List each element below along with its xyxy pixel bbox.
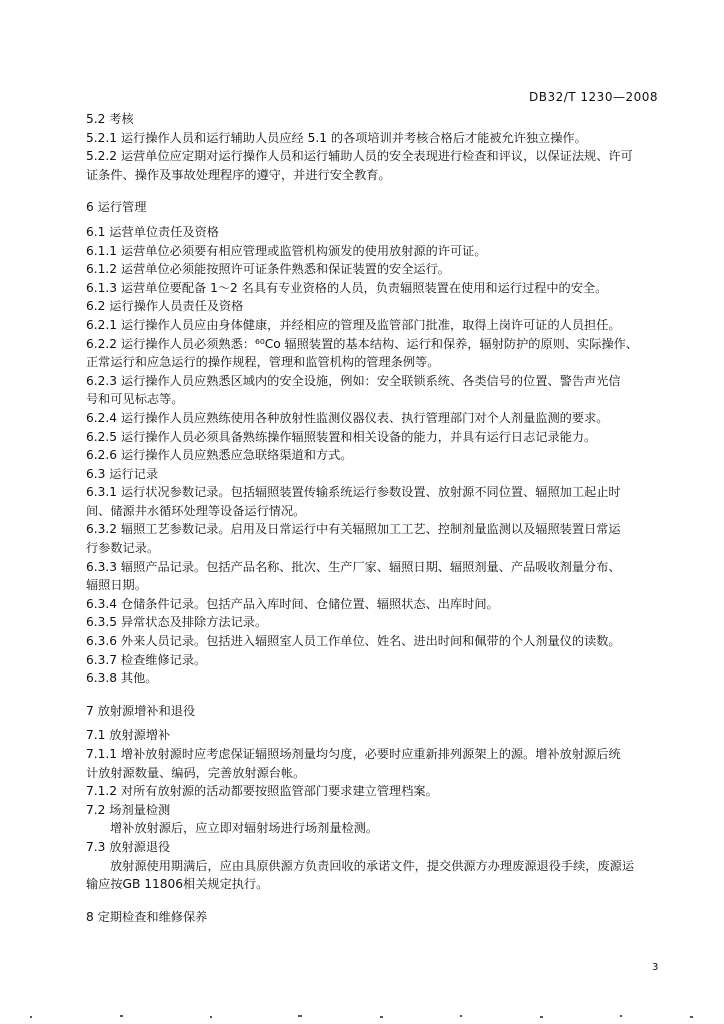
text-line: 行参数记录。 [86, 541, 160, 556]
section-heading: 6 运行管理 [86, 200, 147, 215]
text-line: 输应按GB 11806相关规定执行。 [86, 877, 269, 892]
text-line: 6.2.3 运行操作人员应熟悉区域内的安全设施，例如：安全联锁系统、各类信号的位置、警告声光信 [86, 373, 621, 388]
text-line: 6.3.4 仓储条件记录。包括产品入库时间、仓储位置、辐照状态、出库时间。 [86, 596, 499, 611]
text-line: 5.2 考核 [86, 112, 134, 126]
text-line: 6.2.5 运行操作人员必须具备熟练操作辐照装置和相关设备的能力，并具有运行日志记录能力。 [86, 429, 597, 444]
scan-noise [0, 1010, 724, 1020]
text-line: 证条件、操作及事故处理程序的遵守，并进行安全教育。 [86, 167, 391, 182]
text-line: 号和可见标志等。 [86, 392, 184, 407]
text-line: 6.3.2 辐照工艺参数记录。启用及日常运行中有关辐照加工工艺、控制剂量监测以及辐照装置日常运 [86, 522, 621, 537]
text-line: 7.3 放射源退役 [86, 839, 171, 854]
text-line: 6.3 运行记录 [86, 466, 159, 481]
text-line: 增补放射源后，应立即对辐射场进行场剂量检测。 [110, 821, 379, 836]
text-line: 6.2.2 运行操作人员必须熟悉：⁶⁰Co 辐照装置的基本结构、运行和保养，辐射防护的原则、实际操作、 [86, 336, 638, 351]
text-line: 5.2.2 运营单位应定期对运行操作人员和运行辅助人员的安全表现进行检查和评议，以保证法规、许可 [86, 149, 633, 164]
text-line: 7.2 场剂量检测 [86, 802, 171, 817]
text-line: 6.1.3 运营单位要配备 1～2 名具有专业资格的人员，负责辐照装置在使用和运行过程中的安全。 [86, 280, 608, 295]
text-line: 6.3.5 异常状态及排除方法记录。 [86, 615, 268, 630]
text-line: 6.3.6 外来人员记录。包括进入辐照室人员工作单位、姓名、进出时间和佩带的个人剂量仪的读数。 [86, 634, 621, 649]
text-line: 6.3.3 辐照产品记录。包括产品名称、批次、生产厂家、辐照日期、辐照剂量、产品吸收剂量分布、 [86, 559, 621, 574]
text-line: 7.1 放射源增补 [86, 728, 171, 743]
text-line: 间、储源井水循环处理等设备运行情况。 [86, 503, 306, 518]
text-line: 放射源使用期满后，应由具原供源方负责回收的承诺文件，提交供源方办理废源退役手续，废源运 [110, 858, 635, 873]
text-line: 5.2.1 运行操作人员和运行辅助人员应经 5.1 的各项培训并考核合格后才能被允许独立操作。 [86, 130, 587, 145]
text-line: 6.2.1 运行操作人员应由身体健康，并经相应的管理及监管部门批准，取得上岗许可证的人员担任。 [86, 317, 621, 332]
text-line: 6.2 运行操作人员责任及资格 [86, 299, 244, 314]
text-line: 7.1.2 对所有放射源的活动都要按照监管部门要求建立管理档案。 [86, 784, 438, 799]
text-line: 6.2.6 运行操作人员应熟悉应急联络渠道和方式。 [86, 448, 353, 463]
text-line: 辐照日期。 [86, 578, 147, 593]
section-heading: 7 放射源增补和退役 [86, 703, 196, 718]
text-line: 6.3.1 运行状况参数记录。包括辐照装置传输系统运行参数设置、放射源不同位置、辐照加工起止时 [86, 485, 621, 500]
text-line: 6.2.4 运行操作人员应熟练使用各种放射性监测仪器仪表、执行管理部门对个人剂量监测的要求。 [86, 410, 609, 425]
standard-code: DB32/T 1230—2008 [528, 90, 658, 104]
page-number: 3 [652, 962, 659, 973]
text-line: 6.1 运营单位责任及资格 [86, 224, 219, 239]
text-line: 正常运行和应急运行的操作规程，管理和监管机构的管理条例等。 [86, 355, 440, 370]
text-line: 6.1.1 运营单位必须要有相应管理或监管机构颁发的使用放射源的许可证。 [86, 243, 487, 258]
section-heading: 8 定期检查和维修保养 [86, 909, 208, 924]
text-line: 计放射源数量、编码，完善放射源台帐。 [86, 765, 306, 780]
text-line: 6.3.8 其他。 [86, 671, 158, 686]
document-body [86, 110, 658, 932]
text-line: 6.3.7 检查维修记录。 [86, 652, 207, 667]
text-line: 6.1.2 运营单位必须能按照许可证条件熟悉和保证装置的安全运行。 [86, 262, 450, 277]
text-line: 7.1.1 增补放射源时应考虑保证辐照场剂量均匀度，必要时应重新排列源架上的源。增补放射源后统 [86, 747, 621, 761]
